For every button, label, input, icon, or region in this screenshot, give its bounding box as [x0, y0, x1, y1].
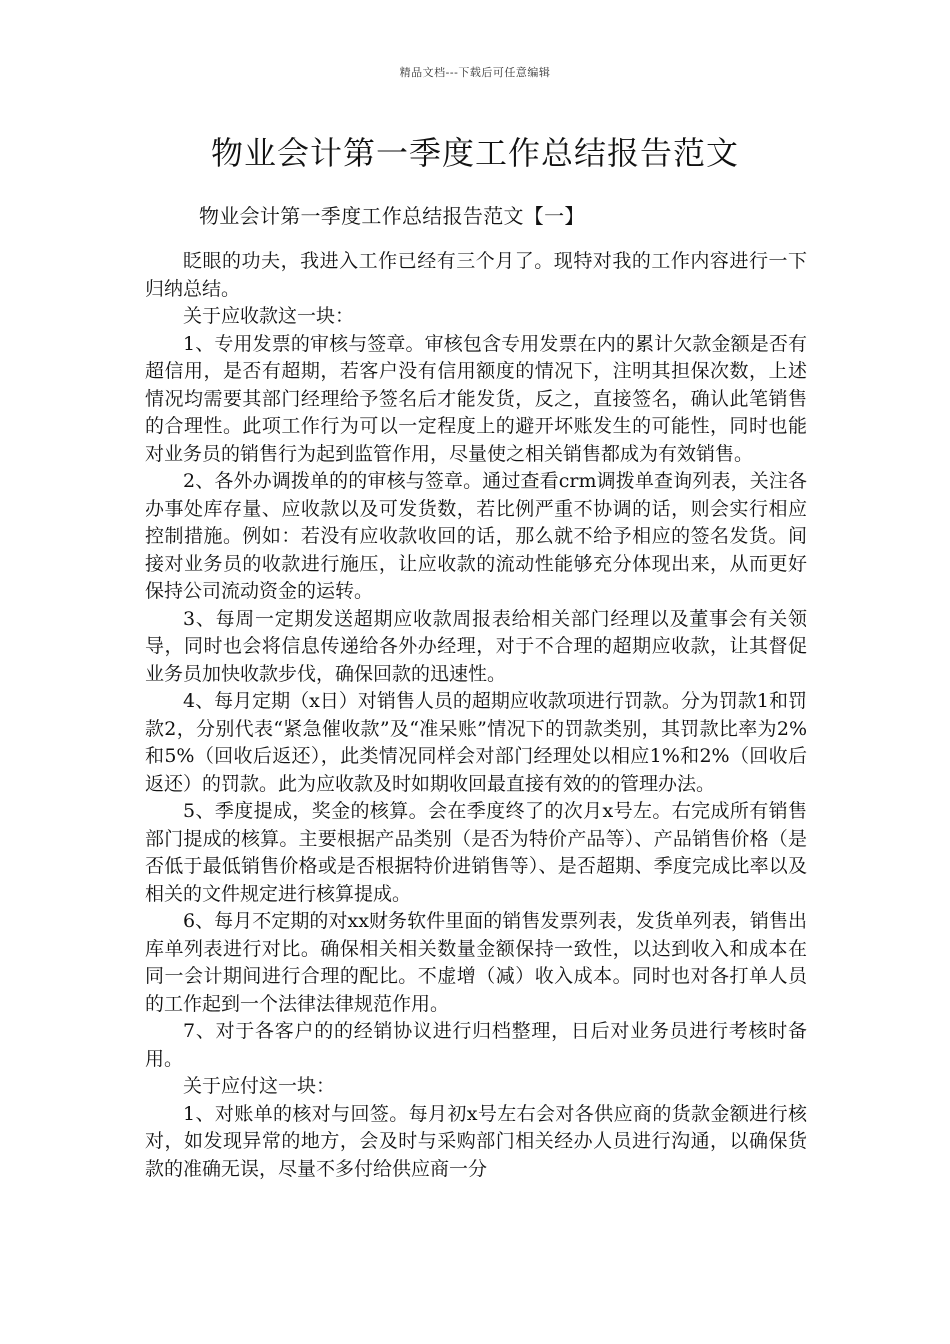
- paragraph-receivables-5: 5、季度提成，奖金的核算。会在季度终了的次月x号左。右完成所有销售部门提成的核算。主要根据产品类别（是否为特价产品等）、产品销售价格（是否低于最低销售价格或是否根据特价进销售等）、是否超期、季度完成比率以及相关的文件规定进行核算提成。: [145, 800, 807, 905]
- document-body: [145, 248, 807, 1183]
- document-title: 物业会计第一季度工作总结报告范文: [210, 134, 739, 172]
- paragraph-receivables-1: 1、专用发票的审核与签章。审核包含专用发票在内的累计欠款金额是否有超信用，是否有超期，若客户没有信用额度的情况下，注明其担保次数，上述情况均需要其部门经理给予签名后才能发货，反之，直接签名，确认此笔销售的合理性。此项工作行为可以一定程度上的避开坏账发生的可能性，同时也能对业务员的销售行为起到监管作用，尽量使之相关销售都成为有效销售。: [145, 332, 807, 465]
- section-heading-receivables: 关于应收款这一块：: [183, 305, 355, 327]
- paragraph-receivables-6: 6、每月不定期的对xx财务软件里面的销售发票列表，发货单列表，销售出库单列表进行对比。确保相关相关数量金额保持一致性，以达到收入和成本在同一会计期间进行合理的配比。不虚增（减）收入成本。同时也对各打单人员的工作起到一个法律法律规范作用。: [145, 910, 807, 1015]
- paragraph-intro: 眨眼的功夫，我进入工作已经有三个月了。现特对我的工作内容进行一下归纳总结。: [145, 250, 807, 300]
- section-heading-payables: 关于应付这一块：: [183, 1075, 336, 1097]
- header-note: 精品文档---下载后可任意编辑: [399, 66, 551, 79]
- paragraph-receivables-2: 2、各外办调拨单的的审核与签章。通过查看crm调拨单查询列表，关注各办事处库存量、应收款以及可发货数，若比例严重不协调的话，则会实行相应控制措施。例如：若没有应收款收回的话，那么就不给予相应的签名发货。间接对业务员的收款进行施压，让应收款的流动性能够充分体现出来，从而更好保持公司流动资金的运转。: [145, 470, 807, 602]
- paragraph-receivables-4: 4、每月定期（x日）对销售人员的超期应收款项进行罚款。分为罚款1和罚款2，分别代表“紧急催收款”及“准呆账”情况下的罚款类别，其罚款比率为2%和5%（回收后返还），此类情况同样会对部门经理处以相应1%和2%（回收后返还）的罚款。此为应收款及时如期收回最直接有效的的管理办法。: [145, 690, 807, 795]
- paragraph-receivables-7: 7、对于各客户的的经销协议进行归档整理，日后对业务员进行考核时备用。: [145, 1020, 807, 1070]
- document-subtitle: 物业会计第一季度工作总结报告范文【一】: [199, 204, 585, 228]
- paragraph-payables-1: 1、对账单的核对与回签。每月初x号左右会对各供应商的货款金额进行核对，如发现异常的地方，会及时与采购部门相关经办人员进行沟通，以确保货款的准确无误，尽量不多付给供应商一分: [145, 1102, 807, 1180]
- paragraph-receivables-3: 3、每周一定期发送超期应收款周报表给相关部门经理以及董事会有关领导，同时也会将信息传递给各外办经理，对于不合理的超期应收款，让其督促业务员加快收款步伐，确保回款的迅速性。: [145, 607, 807, 685]
